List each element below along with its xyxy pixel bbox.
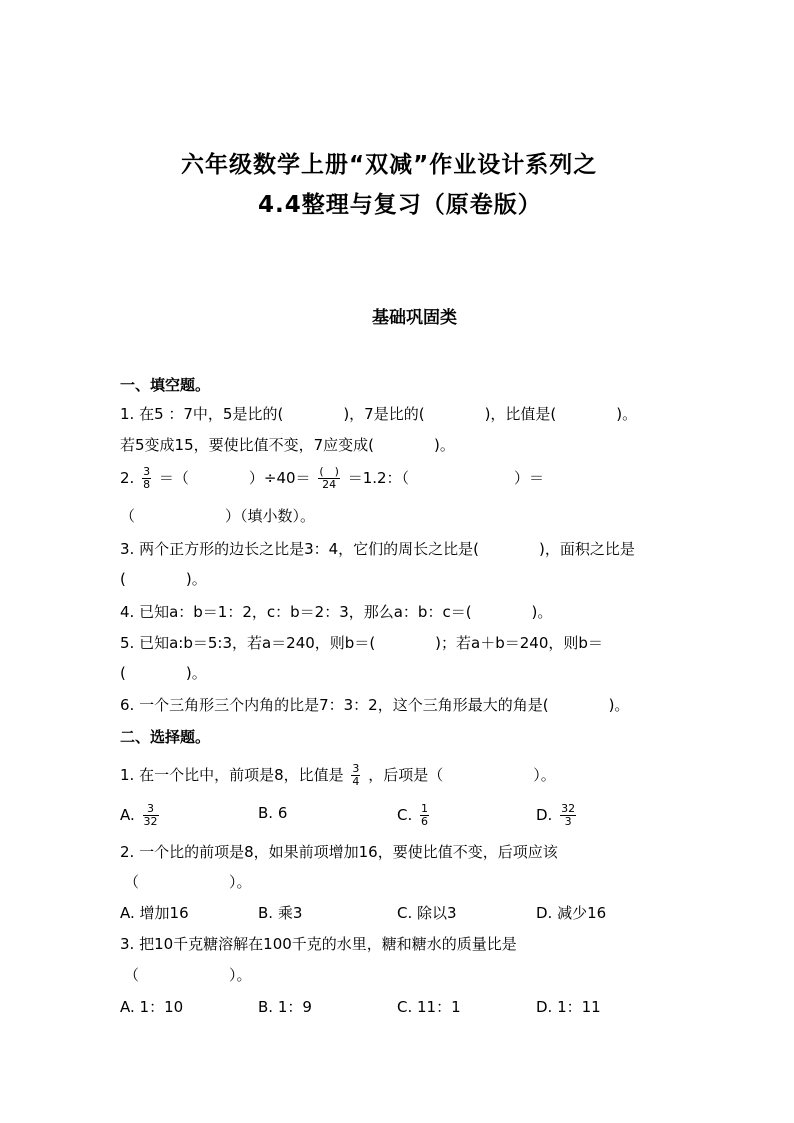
option-b: B. 1：9 (258, 998, 312, 1016)
question-2-line1 (120, 466, 544, 491)
question-2-number: 2. (120, 469, 135, 487)
doc-title-line2: 4.4整理与复习（原卷版） (258, 192, 542, 218)
question-1-line1: 1. 在5 ：7中，5是比的( )，7是比的( )，比值是( )。 (120, 405, 638, 423)
fraction-numerator: 3 (143, 465, 151, 478)
choice-question-1-text: 1. 在一个比中，前项是8，比值是 (120, 766, 344, 784)
question-6: 6. 一个三角形三个内角的比是7：3：2，这个三角形最大的角是( )。 (120, 696, 630, 714)
question-2-line2: （ ）（填小数）。 (120, 507, 316, 525)
question-2-mid1: ＝（ ）÷40＝ (158, 469, 311, 487)
option-fraction (420, 803, 429, 828)
fraction-denominator: 8 (143, 478, 151, 491)
fraction-numerator: ( ) (319, 465, 339, 478)
choice-question-3-line1: 3. 把10千克糖溶解在100千克的水里，糖和糖水的质量比是 (120, 935, 517, 953)
fraction-numerator: 1 (421, 802, 429, 815)
option-a: A. 1：10 (120, 998, 184, 1016)
question-4: 4. 已知a：b＝1：2，c：b＝2：3，那么a：b：c＝( )。 (120, 603, 553, 621)
option-b: B. 乘3 (258, 904, 303, 922)
fraction-denominator: 4 (352, 775, 360, 788)
option-text: 6 (277, 804, 288, 822)
doc-title-line1: 六年级数学上册“双减”作业设计系列之 (181, 152, 598, 178)
fraction-denominator: 3 (564, 815, 572, 828)
option-fraction (560, 803, 576, 828)
question-1-line2: 若5变成15，要使比值不变，7应变成( )。 (120, 436, 455, 454)
option-fraction (143, 803, 159, 828)
option-c (397, 803, 432, 828)
option-label: A. (120, 806, 135, 824)
choice-question-1 (120, 763, 556, 788)
option-label: D. (536, 806, 553, 824)
section2-heading: 二、选择题。 (120, 728, 211, 746)
section-category-title: 基础巩固类 (372, 308, 457, 328)
fraction-denominator: 32 (143, 815, 158, 828)
option-c: C. 11：1 (397, 998, 461, 1016)
option-a (120, 803, 162, 828)
option-b (258, 803, 287, 823)
choice-question-2-line1: 2. 一个比的前项是8，如果前项增加16，要使比值不变，后项应该 (120, 843, 558, 861)
fraction-blank-24 (318, 466, 340, 491)
question-5-line2: ( )。 (120, 664, 207, 682)
choice-question-3-line2: （ ）。 (124, 966, 252, 984)
question-2-mid2: ＝1.2：（ ）＝ (347, 469, 545, 487)
fraction-numerator: 3 (352, 762, 360, 775)
fraction-numerator: 32 (561, 802, 576, 815)
option-a: A. 增加16 (120, 904, 189, 922)
option-d (536, 803, 579, 828)
fraction-3-8 (142, 466, 151, 491)
question-3-line1: 3. 两个正方形的边长之比是3：4，它们的周长之比是( )，面积之比是 (120, 540, 635, 558)
option-c: C. 除以3 (397, 904, 457, 922)
option-d: D. 减少16 (536, 904, 607, 922)
fraction-numerator: 3 (143, 803, 159, 816)
choice-question-2-line2: （ ）。 (124, 873, 252, 891)
fraction-3-4 (351, 763, 360, 788)
choice-question-1-post: ，后项是（ ）。 (368, 766, 556, 784)
option-label: C. (397, 806, 413, 824)
fraction-denominator: 24 (322, 478, 337, 491)
section1-heading: 一、填空题。 (120, 376, 211, 394)
option-label: B. (258, 804, 274, 822)
question-5-line1: 5. 已知a:b＝5:3，若a＝240，则b＝( )；若a＋b＝240，则b＝ (120, 634, 603, 652)
question-3-line2: ( )。 (120, 570, 207, 588)
option-d: D. 1：11 (536, 998, 601, 1016)
fraction-denominator: 6 (421, 815, 429, 828)
